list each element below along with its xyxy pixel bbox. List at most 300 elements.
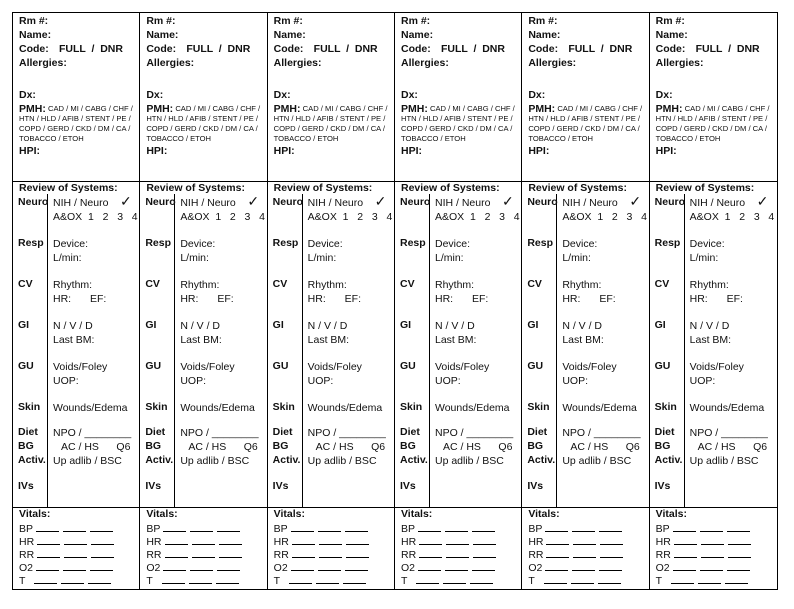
vital-blank[interactable] [163,522,186,532]
activity-label: Activ. [654,454,683,466]
gu-voids: Voids/Foley [53,361,108,373]
neuro-label: Neuro [272,196,303,208]
ros-divider [47,194,48,507]
vitals-title: Vitals: [273,508,305,520]
vital-blank[interactable] [219,548,242,558]
bg-label: BG [654,440,671,452]
vitals-section [13,507,139,591]
pmh-label: PMH: [655,103,683,115]
diet-npo: NPO / ________ [434,427,514,439]
activity-options: Up adlib / BSC [562,455,632,467]
vital-blank[interactable] [446,535,469,545]
code-label: Code: [273,43,304,55]
pmh-label: PMH: [528,103,556,115]
vitals-row [19,561,113,574]
allergies-label: Allergies: [146,57,195,69]
bg-label: BG [272,440,289,452]
gi-nvd: N / V / D [562,320,602,332]
vital-blank[interactable] [671,574,694,584]
gi-last-bm: Last BM: [180,334,222,346]
vitals-row [656,574,748,587]
neuro-nih-text: NIH / Neuro [53,197,109,209]
gu-label: GU [399,360,416,372]
patient-header-section [268,13,394,182]
pmh-line-1: CAD / MI / CABG / CHF / [175,104,261,113]
activity-label: Activ. [18,454,46,466]
vital-label: T [273,575,281,587]
patient-header-section [395,13,521,182]
vital-label: HR [655,536,671,548]
vital-blank[interactable] [162,574,185,584]
cv-rhythm: Rhythm: [307,279,347,291]
vital-blank[interactable] [190,522,213,532]
vital-blank[interactable] [673,522,696,532]
activity-options: Up adlib / BSC [307,455,377,467]
vital-label: HR [273,536,289,548]
pmh-line-1: CAD / MI / CABG / CHF / [684,104,770,113]
vital-label: RR [655,549,671,561]
activity-label: Activ. [272,454,301,466]
pmh-label: PMH: [273,103,301,115]
neuro-label: Neuro [527,196,558,208]
vital-blank[interactable] [292,548,315,558]
diet-npo: NPO / ________ [689,427,768,439]
pmh-line-4: TOBACCO / ETOH [19,134,84,143]
skin-wounds: Wounds/Edema [434,402,510,414]
cv-ef: EF: [471,293,489,305]
vital-label: O2 [528,562,543,574]
activity-label: Activ. [527,454,556,466]
vital-blank[interactable] [419,535,442,545]
activity-options: Up adlib / BSC [53,455,122,467]
patient-header-section [522,13,648,182]
skin-wounds: Wounds/Edema [562,402,637,414]
vital-label: BP [19,523,34,535]
cv-hr: HR: [434,293,454,305]
vital-blank[interactable] [416,574,439,584]
vital-blank[interactable] [37,535,60,545]
skin-label: Skin [272,401,295,413]
vital-blank[interactable] [725,574,748,584]
vital-blank[interactable] [573,535,596,545]
vital-blank[interactable] [727,522,750,532]
vital-label: BP [400,523,415,535]
pmh-line-4: TOBACCO / ETOH [528,134,594,143]
vitals-title: Vitals: [146,508,178,520]
cv-hr: HR: [689,293,708,305]
vital-blank[interactable] [472,522,495,532]
vital-blank[interactable] [292,535,315,545]
vital-blank[interactable] [445,561,468,571]
cv-rhythm: Rhythm: [562,279,602,291]
resp-label: Resp [272,237,299,249]
vital-blank[interactable] [192,535,215,545]
vital-blank[interactable] [546,548,569,558]
pmh-line-3: COPD / GERD / CKD / DM / CA / [19,124,131,133]
pmh-line-3: COPD / GERD / CKD / DM / CA / [273,124,386,133]
gi-label: GI [399,319,412,331]
vital-blank[interactable] [701,548,724,558]
diet-label: Diet [527,426,548,438]
pmh-line-3: COPD / GERD / CKD / DM / CA / [655,124,768,133]
hpi-label: HPI: [19,145,40,157]
vital-blank[interactable] [64,535,87,545]
vital-blank[interactable] [61,574,84,584]
vital-label: O2 [146,562,161,574]
vital-blank[interactable] [36,561,59,571]
check-icon: ✓ [247,193,260,209]
review-of-systems-section [395,181,521,508]
resp-lmin: L/min: [562,252,591,264]
cv-rhythm: Rhythm: [180,279,220,291]
vital-label: RR [146,549,162,561]
vital-blank[interactable] [190,561,213,571]
vital-blank[interactable] [446,548,469,558]
vital-label: HR [146,536,162,548]
activity-label: Activ. [399,454,428,466]
vital-blank[interactable] [219,535,242,545]
vital-blank[interactable] [545,522,568,532]
neuro-label: Neuro [18,196,49,208]
hpi-label: HPI: [273,145,295,157]
bg-schedule: AC / HS Q6 [315,441,386,453]
vitals-section [522,507,648,591]
vital-blank[interactable] [673,561,696,571]
vital-blank[interactable] [165,548,188,558]
vital-label: BP [273,523,288,535]
gi-nvd: N / V / D [180,320,221,332]
vital-blank[interactable] [545,561,568,571]
gu-label: GU [272,360,289,372]
patient-header-section [13,13,139,182]
pmh-label: PMH: [146,103,174,115]
vital-label: RR [528,549,544,561]
vital-blank[interactable] [701,535,724,545]
pmh-line-4: TOBACCO / ETOH [400,134,466,143]
vital-blank[interactable] [91,548,114,558]
vital-blank[interactable] [600,535,623,545]
room-label: Rm #: [655,15,685,27]
vital-blank[interactable] [700,561,723,571]
vital-blank[interactable] [600,548,623,558]
pmh-line-1: CAD / MI / CABG / CHF / [48,104,133,113]
skin-wounds: Wounds/Edema [180,402,255,414]
vitals-section [140,507,266,591]
code-label: Code: [146,43,177,55]
diet-label: Diet [272,426,293,438]
vitals-row [656,561,750,574]
vital-blank[interactable] [599,561,622,571]
vitals-row [146,548,241,561]
gi-label: GI [145,319,157,331]
vital-label: O2 [273,562,288,574]
vitals-section [268,507,394,591]
vital-blank[interactable] [473,548,496,558]
neuro-aox-text: A&OX 1 2 3 4 [562,211,647,223]
vital-blank[interactable] [163,561,186,571]
vital-blank[interactable] [37,548,60,558]
gi-last-bm: Last BM: [53,334,95,346]
neuro-nih-text: NIH / Neuro [434,197,491,209]
pmh-line-1: CAD / MI / CABG / CHF / [557,104,643,113]
vital-blank[interactable] [727,561,750,571]
vital-blank[interactable] [443,574,466,584]
skin-label: Skin [18,401,41,413]
vitals-row [19,535,114,548]
vital-blank[interactable] [470,574,493,584]
diet-npo: NPO / ________ [180,427,259,439]
patient-column [650,13,777,589]
vital-label: O2 [400,562,415,574]
vital-blank[interactable] [88,574,111,584]
vital-blank[interactable] [573,548,596,558]
vital-blank[interactable] [64,548,87,558]
review-of-systems-section [650,181,777,508]
resp-label: Resp [399,237,426,249]
vital-blank[interactable] [165,535,188,545]
ivs-label: IVs [654,480,671,492]
vital-label: T [146,575,153,587]
name-label: Name: [146,29,179,41]
gi-last-bm: Last BM: [307,334,350,346]
vital-blank[interactable] [473,535,496,545]
vital-blank[interactable] [91,535,114,545]
vital-blank[interactable] [544,574,567,584]
vital-blank[interactable] [700,522,723,532]
vital-blank[interactable] [572,522,595,532]
vital-label: RR [400,549,417,561]
allergies-label: Allergies: [528,57,577,69]
neuro-aox-text: A&OX 1 2 3 4 [53,211,138,223]
vital-blank[interactable] [343,574,366,584]
pmh-label: PMH: [400,103,428,115]
vital-blank[interactable] [698,574,721,584]
cv-label: CV [145,278,160,290]
vital-blank[interactable] [189,574,212,584]
resp-device: Device: [689,238,725,250]
dx-label: Dx: [528,89,546,101]
vitals-row [274,561,368,574]
cv-ef: EF: [217,293,234,305]
skin-label: Skin [399,401,423,413]
vital-blank[interactable] [289,574,312,584]
vital-blank[interactable] [316,574,339,584]
vital-blank[interactable] [63,522,86,532]
gi-nvd: N / V / D [307,320,348,332]
vital-blank[interactable] [418,522,441,532]
vital-label: HR [528,536,544,548]
vital-blank[interactable] [599,522,622,532]
gu-uop: UOP: [307,375,334,387]
vitals-row [656,522,750,535]
vital-blank[interactable] [472,561,495,571]
vital-blank[interactable] [217,561,240,571]
vitals-row [528,535,623,548]
vital-blank[interactable] [598,574,621,584]
code-label: Code: [655,43,686,55]
review-of-systems-section [140,181,266,508]
ros-divider [556,194,557,507]
check-icon: ✓ [629,193,642,209]
vitals-row [656,535,751,548]
hpi-label: HPI: [400,145,422,157]
ros-divider [174,194,175,507]
resp-label: Resp [145,237,172,249]
skin-label: Skin [654,401,677,413]
vital-label: O2 [19,562,34,574]
vitals-title: Vitals: [19,508,51,520]
vital-blank[interactable] [291,561,314,571]
bg-schedule: AC / HS Q6 [697,441,768,453]
vitals-row [528,548,623,561]
vitals-row [146,574,238,587]
vital-blank[interactable] [90,561,113,571]
vital-blank[interactable] [674,548,697,558]
vitals-section [650,507,777,591]
pmh-line-2: HTN / HLD / AFIB / STENT / PE / [400,114,513,123]
neuro-aox-text: A&OX 1 2 3 4 [180,211,265,223]
gu-voids: Voids/Foley [562,361,617,373]
vitals-row [401,522,495,535]
cv-ef: EF: [90,293,107,305]
vital-blank[interactable] [63,561,86,571]
resp-lmin: L/min: [307,252,337,264]
vital-blank[interactable] [36,522,59,532]
vital-blank[interactable] [418,561,441,571]
vital-label: T [19,575,26,587]
vitals-row [401,535,496,548]
resp-label: Resp [527,237,553,249]
vital-blank[interactable] [445,522,468,532]
gi-last-bm: Last BM: [562,334,604,346]
review-of-systems-section [522,181,648,508]
vitals-row [146,522,240,535]
cv-rhythm: Rhythm: [434,279,475,291]
vital-blank[interactable] [572,561,595,571]
vital-label: HR [19,536,35,548]
check-icon: ✓ [374,193,387,209]
skin-wounds: Wounds/Edema [307,402,383,414]
vital-blank[interactable] [291,522,314,532]
dx-label: Dx: [273,89,291,101]
vital-blank[interactable] [571,574,594,584]
bg-schedule: AC / HS Q6 [188,441,258,453]
vital-blank[interactable] [674,535,697,545]
gu-label: GU [527,360,544,372]
resp-device: Device: [562,238,598,250]
room-label: Rm #: [19,15,49,27]
gu-voids: Voids/Foley [434,361,490,373]
cv-label: CV [18,278,33,290]
activity-options: Up adlib / BSC [180,455,250,467]
gi-nvd: N / V / D [434,320,475,332]
vital-blank[interactable] [192,548,215,558]
resp-lmin: L/min: [689,252,719,264]
gu-voids: Voids/Foley [180,361,235,373]
code-options: FULL / DNR [313,43,378,55]
ivs-label: IVs [399,480,416,492]
cv-ef: EF: [599,293,616,305]
cv-label: CV [272,278,288,290]
bg-label: BG [527,440,544,452]
check-icon: ✓ [501,193,514,209]
vital-blank[interactable] [216,574,239,584]
neuro-nih-text: NIH / Neuro [180,197,236,209]
vitals-title: Vitals: [400,508,433,520]
pmh-label: PMH: [19,103,46,115]
pmh-line-2: HTN / HLD / AFIB / STENT / PE / [655,114,768,123]
vital-blank[interactable] [319,535,342,545]
pmh-line-2: HTN / HLD / AFIB / STENT / PE / [19,114,131,123]
vital-blank[interactable] [346,548,369,558]
pmh-line-3: COPD / GERD / CKD / DM / CA / [400,124,513,133]
allergies-label: Allergies: [655,57,704,69]
neuro-aox-text: A&OX 1 2 3 4 [689,211,775,223]
vital-blank[interactable] [318,561,341,571]
bg-label: BG [145,440,162,452]
gu-uop: UOP: [434,375,461,387]
bg-label: BG [399,440,416,452]
dx-label: Dx: [400,89,418,101]
name-label: Name: [400,29,434,41]
vitals-row [656,548,751,561]
neuro-aox-text: A&OX 1 2 3 4 [307,211,393,223]
dx-label: Dx: [655,89,673,101]
code-options: FULL / DNR [59,43,123,55]
vital-blank[interactable] [34,574,57,584]
gu-uop: UOP: [53,375,79,387]
hpi-label: HPI: [655,145,677,157]
name-label: Name: [273,29,306,41]
vital-blank[interactable] [319,548,342,558]
vital-blank[interactable] [728,535,751,545]
pmh-line-1: CAD / MI / CABG / CHF / [429,104,515,113]
vital-blank[interactable] [546,535,569,545]
vital-blank[interactable] [346,535,369,545]
ivs-label: IVs [18,480,34,492]
diet-label: Diet [654,426,675,438]
pmh-line-1: CAD / MI / CABG / CHF / [302,104,388,113]
vital-blank[interactable] [318,522,341,532]
vital-blank[interactable] [345,561,368,571]
vital-blank[interactable] [419,548,442,558]
vital-blank[interactable] [90,522,113,532]
skin-wounds: Wounds/Edema [53,402,128,414]
vitals-row [274,522,368,535]
resp-label: Resp [18,237,44,249]
pmh-line-3: COPD / GERD / CKD / DM / CA / [528,124,640,133]
resp-device: Device: [434,238,470,250]
activity-label: Activ. [145,454,174,466]
pmh-line-2: HTN / HLD / AFIB / STENT / PE / [528,114,640,123]
room-label: Rm #: [400,15,431,27]
resp-device: Device: [53,238,89,250]
cv-rhythm: Rhythm: [53,279,93,291]
vital-blank[interactable] [728,548,751,558]
vitals-row [528,522,622,535]
vital-label: T [528,575,535,587]
name-label: Name: [19,29,52,41]
vital-blank[interactable] [217,522,240,532]
vitals-row [401,574,493,587]
ros-title: Review of Systems: [273,182,373,194]
vitals-row [274,574,366,587]
gu-voids: Voids/Foley [689,361,744,373]
neuro-label: Neuro [145,196,176,208]
patient-column [140,13,267,589]
vitals-row [274,535,369,548]
vital-blank[interactable] [345,522,368,532]
